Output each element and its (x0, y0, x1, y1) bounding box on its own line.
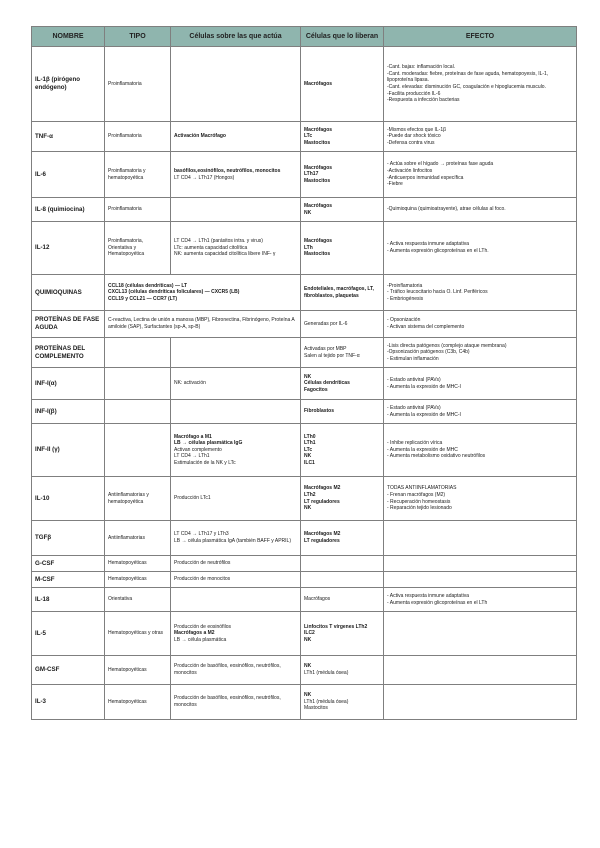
liberan-line: Mastocitos (304, 251, 331, 258)
efecto-line: - Aumenta expresión glicoproteínas en el LTh. (387, 248, 489, 254)
cell-efecto (384, 588, 577, 612)
liberan-line: LTh1 (304, 440, 316, 447)
cell-tipo (105, 424, 171, 477)
table-row (32, 338, 577, 368)
cell-nombre (32, 338, 105, 368)
cell-nombre (32, 198, 105, 222)
efecto-line: -Lisis directa patógenos (complejo ataque membrana) (387, 342, 507, 349)
table-body (32, 47, 577, 720)
cell-celulas-actua (171, 521, 301, 556)
table-row (32, 572, 577, 588)
cell-tipo (105, 477, 171, 521)
cell-celulas-actua (171, 685, 301, 720)
cell-tipo (105, 198, 171, 222)
cell-celulas-actua (171, 656, 301, 685)
cytokine-table (31, 26, 577, 720)
tipo-line: Proinflamatoria (108, 80, 142, 87)
cell-efecto (384, 572, 577, 588)
table-row (32, 275, 577, 311)
actua-line: Macrófagos a M2 (174, 630, 215, 637)
table-row (32, 556, 577, 572)
table-row (32, 612, 577, 656)
cell-nombre (32, 311, 105, 338)
tipo-line: Hematopoyéticas (108, 560, 147, 567)
cell-tipo (105, 400, 171, 424)
cell-celulas-liberan (301, 572, 384, 588)
cell-celulas-liberan (301, 222, 384, 275)
cell-nombre (32, 368, 105, 400)
cell-nombre (32, 222, 105, 275)
efecto-line: TODAS ANTIINFLAMATORIAS (387, 485, 457, 492)
cell-efecto (384, 47, 577, 122)
cell-efecto (384, 612, 577, 656)
liberan-line: NK (304, 505, 312, 512)
cell-celulas-actua (171, 198, 301, 222)
tipo-line: Hematopoyéticas y otras (108, 630, 164, 637)
cytokine-name: IL-6 (35, 170, 47, 178)
header-celulas-actua: Células sobre las que actúa (171, 27, 301, 47)
header-efecto: EFECTO (384, 27, 577, 47)
liberan-line: LTh1 (médula ósea) (304, 698, 349, 705)
liberan-line: Macrófagos (304, 164, 333, 171)
header-nombre: NOMBRE (32, 27, 105, 47)
efecto-line: - Actúa sobre el hígado → proteínas fase aguda (387, 161, 494, 168)
tipo-line: Proinflamatoria (108, 133, 142, 140)
tipo-line: Orientativa y (108, 244, 137, 251)
actua-line: basófilos,eosinófilos, neutrófilos, monocitos (174, 167, 281, 174)
liberan-line: Macrófagos (304, 80, 333, 87)
cell-efecto (384, 368, 577, 400)
tipo-line: Orientativa (108, 596, 133, 603)
liberan-line: NK (304, 209, 312, 216)
cell-efecto (384, 400, 577, 424)
cell-nombre (32, 477, 105, 521)
liberan-line: Fibroblastos (304, 408, 335, 415)
cell-celulas-liberan (301, 122, 384, 152)
cell-tipo-merged (105, 275, 301, 311)
cell-celulas-actua (171, 477, 301, 521)
cell-nombre (32, 572, 105, 588)
cell-celulas-liberan (301, 275, 384, 311)
liberan-line: LTh1 (médula ósea) (304, 670, 349, 676)
liberan-line: Macrófagos M2 (304, 485, 341, 492)
efecto-line: -Anticuerpos inmunidad específica (387, 174, 464, 181)
tipo-line: Antiinflamatorias (108, 534, 145, 541)
cell-tipo (105, 685, 171, 720)
efecto-line: -Proinflamatoria (387, 282, 423, 289)
cell-celulas-liberan (301, 400, 384, 424)
liberan-line: ILC2 (304, 630, 315, 637)
table-row (32, 47, 577, 122)
efecto-line: - Activa respuesta inmune adaptativa (387, 592, 469, 599)
cell-tipo (105, 222, 171, 275)
efecto-line: -Defensa contra virus (387, 139, 435, 146)
tipo-line: Proinflamatoria, (108, 238, 144, 245)
liberan-line: LTc (304, 446, 313, 453)
cell-nombre (32, 424, 105, 477)
liberan-line: Salen al tejido por TNF-α (304, 352, 360, 359)
actua-line: Producción de neutrófilos (174, 560, 231, 567)
liberan-line: Endoteliales, macrófagos, LT, fibroblastos, plaquetas (304, 285, 374, 299)
cell-tipo (105, 368, 171, 400)
liberan-line: LT reguladores (304, 498, 340, 505)
tipo-line: Hematopoyéticas (108, 576, 147, 583)
tipo-line: Proinflamatoria (108, 206, 142, 213)
actua-line: Producción de monocitos (174, 576, 231, 583)
efecto-line: -Mismos efectos que IL-1β (387, 126, 447, 133)
efecto-line: -Fiebre (387, 181, 403, 188)
tipo-line: Hematopoyéticas (108, 666, 147, 673)
liberan-line: LTh2 (304, 491, 316, 498)
table-row (32, 400, 577, 424)
cytokine-name: INF-I(β) (35, 407, 57, 415)
table-row (32, 122, 577, 152)
cell-efecto (384, 477, 577, 521)
efecto-line: -Cant. elevadas: disminución GC, coagulación e hipoglucemia musculo. (387, 84, 546, 90)
actua-line: LT CD4 → LTh1 (174, 453, 210, 460)
liberan-line: Mastocitos (304, 139, 331, 146)
liberan-line: Fagocitos (304, 386, 328, 393)
actua-line: Producción LTc1 (174, 495, 211, 502)
cell-celulas-actua (171, 572, 301, 588)
cytokine-name: G-CSF (35, 559, 55, 567)
cell-tipo (105, 122, 171, 152)
tipo-line: CCL19 y CCL21 — CCR7 (LT) (108, 295, 178, 302)
cell-tipo (105, 152, 171, 198)
header-row (32, 27, 577, 47)
cytokine-name: IL-5 (35, 629, 47, 637)
cell-nombre (32, 122, 105, 152)
actua-line: NK: activación (174, 380, 206, 387)
efecto-line: -Opsonización patógenos (C3b, C4b) (387, 349, 470, 356)
efecto-line: - Opsonización (387, 317, 421, 324)
cell-tipo (105, 521, 171, 556)
liberan-line: NK (304, 663, 312, 670)
cell-celulas-liberan (301, 521, 384, 556)
tipo-line: Hematopoyética (108, 251, 145, 258)
efecto-line: -Cant. bajas: inflamación local. (387, 64, 456, 71)
cell-celulas-liberan (301, 612, 384, 656)
cell-nombre (32, 612, 105, 656)
cell-efecto (384, 424, 577, 477)
liberan-line: LTc (304, 133, 313, 140)
liberan-line: Macrófagos M2 (304, 531, 341, 538)
cell-nombre (32, 275, 105, 311)
actua-line: NK: aumenta capacidad citolítica libere INF- γ (174, 251, 276, 258)
actua-line: Activan complemento (174, 446, 222, 453)
liberan-line: NK (304, 636, 312, 643)
liberan-line: LTh17 (304, 171, 319, 178)
cell-efecto (384, 152, 577, 198)
liberan-line: LT reguladores (304, 538, 340, 544)
liberan-line: Macrófagos (304, 596, 331, 603)
table-row (32, 368, 577, 400)
cytokine-name: GM-CSF (35, 666, 60, 674)
liberan-line: NK (304, 373, 312, 380)
cytokine-name: IL-10 (35, 494, 50, 502)
actua-line: LB → célula plasmática (174, 636, 227, 643)
cytokine-name: IL-3 (35, 698, 47, 706)
efecto-line: - Aumenta la expresión de MHC-I (387, 411, 461, 418)
actua-line: Macrófago a M1 (174, 433, 212, 440)
efecto-line: - Reparación tejido lesionado (387, 505, 452, 512)
cell-celulas-actua (171, 152, 301, 198)
header-tipo: TIPO (105, 27, 171, 47)
cytokine-name: IL-12 (35, 244, 50, 252)
efecto-line: -Facilita producción IL-6 (387, 90, 441, 97)
efecto-line: -Activación linfocitos (387, 167, 433, 174)
tipo-line: Antiinflamatorias y hematopoyética (108, 491, 149, 505)
tipo-line: CXCL13 (células dendríticas foliculares) — CXCR5 (LB) (108, 289, 240, 296)
cytokine-name: TNF-α (35, 132, 53, 140)
cell-efecto (384, 338, 577, 368)
actua-line: Producción de basófilos, eosinófilos, neutrófilos, monocitos (174, 695, 281, 708)
cytokine-name: M-CSF (35, 575, 55, 583)
liberan-line: LTh (304, 244, 313, 251)
cell-nombre (32, 588, 105, 612)
cytokine-name: QUIMIOQUINAS (35, 288, 82, 296)
tipo-line: Proinflamatoria y hematopoyética (108, 167, 146, 181)
cell-efecto (384, 198, 577, 222)
cell-nombre (32, 47, 105, 122)
table-row (32, 588, 577, 612)
efecto-line: - Frenan macrófagos (M2) (387, 491, 446, 498)
liberan-line: Activadas por MBP (304, 345, 347, 352)
efecto-line: - Recuperación homeostasis (387, 498, 451, 505)
cell-efecto (384, 222, 577, 275)
efecto-line: -Respuesta a infección bacterias (387, 97, 460, 104)
cell-efecto (384, 311, 577, 338)
cell-celulas-liberan (301, 152, 384, 198)
liberan-line: NK (304, 453, 312, 460)
actua-line: Producción de eosinófilos (174, 623, 231, 630)
cell-celulas-liberan (301, 311, 384, 338)
efecto-line: - Aumenta la expresión de MHC (387, 446, 458, 453)
cell-efecto (384, 556, 577, 572)
efecto-line: -Quimioquina (quimioatrayente), atrae células al foco. (387, 206, 506, 213)
cell-celulas-actua (171, 424, 301, 477)
tipo-line: CCL18 (células dendríticas) — LT (108, 282, 188, 289)
table-row (32, 424, 577, 477)
cell-celulas-actua (171, 368, 301, 400)
efecto-line: - Embriogénesis (387, 295, 424, 302)
cell-celulas-actua (171, 122, 301, 152)
cell-efecto (384, 656, 577, 685)
cell-nombre (32, 521, 105, 556)
liberan-line: Generadas por IL-6 (304, 320, 348, 327)
liberan-line: Mastocitos (304, 705, 328, 712)
cytokine-name: IL-1β (pirógeno endógeno) (35, 76, 81, 91)
cell-celulas-liberan (301, 477, 384, 521)
cell-celulas-actua (171, 588, 301, 612)
liberan-line: Macrófagos (304, 238, 333, 245)
cell-celulas-actua (171, 338, 301, 368)
cell-tipo (105, 588, 171, 612)
cell-nombre (32, 685, 105, 720)
liberan-line: LTh0 (304, 433, 316, 440)
cytokine-name: PROTEÍNAS DEL COMPLEMENTO (35, 344, 86, 360)
efecto-line: - Estimulan inflamación (387, 355, 439, 362)
efecto-line: - Inhibe replicación vírica (387, 440, 443, 447)
cell-celulas-liberan (301, 338, 384, 368)
cell-celulas-liberan (301, 556, 384, 572)
cell-efecto (384, 521, 577, 556)
cytokine-table-sheet (31, 26, 576, 720)
header-celulas-liberan: Células que lo liberan (301, 27, 384, 47)
cell-nombre (32, 556, 105, 572)
cell-efecto (384, 275, 577, 311)
efecto-line: - Activa respuesta inmune adaptativa (387, 241, 469, 248)
efecto-line: - Tráfico leucocitario hacia O. Linf. Periféricos (387, 289, 488, 296)
efecto-line: - Estado antiviral (PAVs) (387, 404, 441, 411)
efecto-line: - Aumenta metabolismo oxidativo neutrófilos (387, 453, 486, 460)
actua-line: LTc: aumenta capacidad citolítica (174, 244, 248, 251)
efecto-line: -Puede dar shock tóxico (387, 133, 441, 140)
cell-tipo (105, 338, 171, 368)
efecto-line: - Aumenta expresión glicoproteínas en el LTh (387, 599, 488, 606)
cell-nombre (32, 656, 105, 685)
cytokine-name: IL-18 (35, 595, 50, 603)
efecto-line: - Estado antiviral (PAVs) (387, 376, 441, 383)
liberan-line: Macrófagos (304, 202, 333, 209)
cell-nombre (32, 400, 105, 424)
cytokine-name: TGFβ (35, 534, 52, 542)
efecto-line: -Cant. moderadas: fiebre, proteínas de fase aguda, hematopoyesis, IL-1, lipoproteína lipasa. (387, 70, 549, 84)
cytokine-name: INF-II (γ) (35, 446, 60, 454)
table-row (32, 477, 577, 521)
cell-celulas-actua (171, 222, 301, 275)
cell-celulas-liberan (301, 47, 384, 122)
cell-celulas-actua (171, 47, 301, 122)
tipo-line: C-reactiva, Lectina de unión a manosa (MBP), Fibronectina, Fibrinógeno, Proteína A amiloide (SAP), Surfactantes (sp-A, sp-B) (108, 317, 295, 330)
liberan-line: ILC1 (304, 459, 315, 466)
cytokine-name: IL-8 (quimiocina) (35, 205, 85, 213)
cell-efecto (384, 685, 577, 720)
cell-efecto (384, 122, 577, 152)
table-row (32, 656, 577, 685)
cell-celulas-actua (171, 400, 301, 424)
efecto-line: - Aumenta la expresión de MHC-I (387, 383, 461, 390)
table-row (32, 685, 577, 720)
liberan-line: Mastocitos (304, 177, 331, 184)
actua-line: LT CD4 → LTh17 y LTh3 (174, 531, 229, 538)
table-row (32, 311, 577, 338)
efecto-line: - Activan sistema del complemento (387, 324, 465, 330)
cell-celulas-liberan (301, 588, 384, 612)
actua-line: LB → célula plasmática IgA (también BAFF y APRIL) (174, 538, 291, 544)
liberan-line: Linfocitos T vírgenes LTh2 (304, 623, 368, 630)
cell-tipo (105, 656, 171, 685)
actua-line: LT CD4 → LTh1 (parásitos intra. y virus) (174, 238, 263, 245)
table-row (32, 198, 577, 222)
actua-line: Producción de basófilos, eosinófilos, neutrófilos, monocitos (174, 663, 281, 676)
cell-celulas-liberan (301, 368, 384, 400)
cell-celulas-liberan (301, 656, 384, 685)
cell-tipo (105, 556, 171, 572)
cell-nombre (32, 152, 105, 198)
cell-celulas-liberan (301, 685, 384, 720)
cell-tipo (105, 612, 171, 656)
cell-celulas-liberan (301, 198, 384, 222)
cell-celulas-actua (171, 556, 301, 572)
actua-line: LB → células plasmática IgG (174, 440, 243, 447)
table-row (32, 521, 577, 556)
liberan-line: Células dendríticas (304, 380, 350, 387)
table-row (32, 222, 577, 275)
cell-celulas-actua (171, 612, 301, 656)
cytokine-name: INF-I(α) (35, 379, 57, 387)
actua-line: Activación Macrófago (174, 133, 226, 140)
cell-tipo (105, 47, 171, 122)
liberan-line: NK (304, 692, 312, 699)
cell-tipo (105, 572, 171, 588)
cytokine-name: PROTEÍNAS DE FASE AGUDA (35, 316, 100, 331)
table-row (32, 152, 577, 198)
actua-line: LT CD4 → LTh17 (Hongos) (174, 174, 235, 181)
actua-line: Estimulación de la NK y LTc (174, 459, 236, 466)
cell-tipo-merged (105, 311, 301, 338)
liberan-line: Macrófagos (304, 126, 333, 133)
cell-celulas-liberan (301, 424, 384, 477)
tipo-line: Hematopoyéticas (108, 698, 147, 705)
